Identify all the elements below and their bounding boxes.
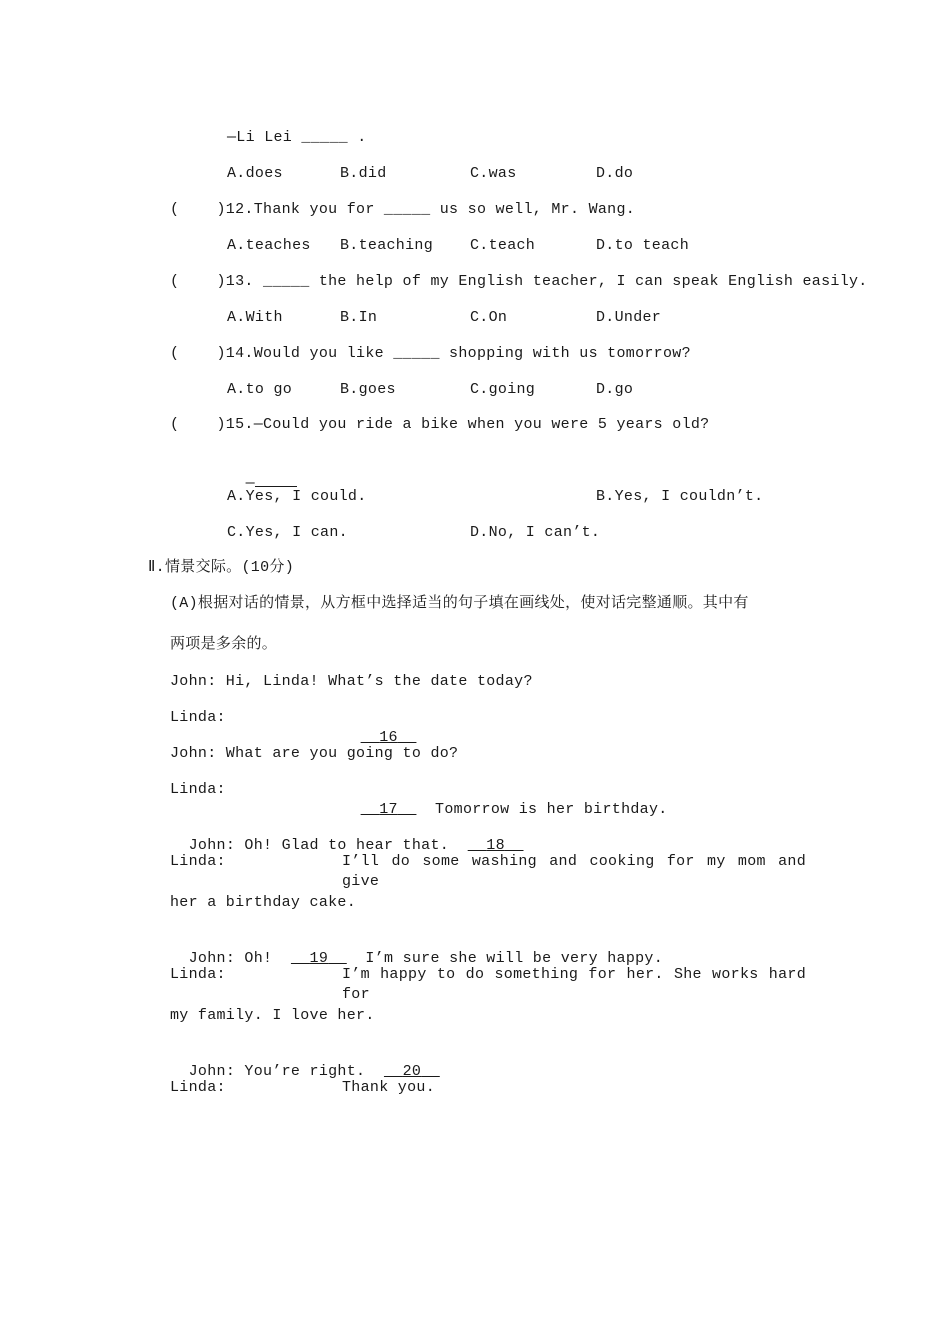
dialogue-text-5: John: Oh! Glad to hear that. <box>188 837 450 854</box>
dialogue-text-6: I’ll do some washing and cooking for my mom and give <box>342 853 806 890</box>
q14-option-c: C.going <box>470 381 536 398</box>
dialogue-line-1: John: Hi, Linda! What’s the date today? <box>170 673 533 690</box>
dialogue-text-6-cont: her a birthday cake. <box>170 894 357 911</box>
blank-16-number: 16 <box>379 729 398 746</box>
blank-17-number: 17 <box>379 801 398 818</box>
blank-19-number: 19 <box>309 950 329 967</box>
q13-stem: ( )13. _____ the help of my English teacher, I can speak English easily. <box>170 273 868 290</box>
dialogue-line-9 <box>170 1042 440 1082</box>
dialogue-text-10: Thank you. <box>342 1079 436 1096</box>
q14-option-d: D.go <box>596 381 634 398</box>
q11-answer-line: —Li Lei _____ . <box>227 129 367 146</box>
q14-stem: ( )14.Would you like _____ shopping with us tomorrow? <box>170 345 691 362</box>
q13-option-b: B.In <box>340 309 378 326</box>
q15-option-d: D.No, I can’t. <box>470 524 601 541</box>
dialogue-line-5 <box>170 816 524 856</box>
dialogue-speaker-6: Linda: <box>170 853 226 870</box>
q11-option-b: B.did <box>340 165 387 182</box>
dialogue-text-8-cont: my family. I love her. <box>170 1007 375 1024</box>
q13-option-a: A.With <box>227 309 283 326</box>
q12-option-b: B.teaching <box>340 237 434 254</box>
q15-answer-dash: — <box>245 475 255 492</box>
q12-option-d: D.to teach <box>596 237 690 254</box>
q11-option-d: D.do <box>596 165 634 182</box>
q15-answer-blank <box>255 472 297 487</box>
dialogue-text-7-after: I’m sure she will be very happy. <box>365 950 664 967</box>
q13-option-c: C.On <box>470 309 508 326</box>
q15-option-a: A.Yes, I could. <box>227 488 367 505</box>
blank-18-number: 18 <box>486 837 505 854</box>
dialogue-speaker-8: Linda: <box>170 966 226 983</box>
blank-20-number: 20 <box>402 1063 422 1080</box>
dialogue-speaker-10: Linda: <box>170 1079 226 1096</box>
q12-option-c: C.teach <box>470 237 536 254</box>
dialogue-text-4: Tomorrow is her birthday. <box>435 801 668 818</box>
q11-option-a: A.does <box>227 165 283 182</box>
q15-option-c: C.Yes, I can. <box>227 524 348 541</box>
q14-option-b: B.goes <box>340 381 396 398</box>
section-title: Ⅱ.情景交际。(10分) <box>148 559 294 576</box>
dialogue-text-9: John: You’re right. <box>188 1063 366 1080</box>
dialogue-line-3: John: What are you going to do? <box>170 745 459 762</box>
dialogue-blank-16 <box>342 708 416 748</box>
section-instruction-line2: 两项是多余的。 <box>170 636 278 653</box>
dialogue-text-7: John: Oh! <box>188 950 273 967</box>
dialogue-blank-17-line <box>342 780 668 820</box>
q15-option-b: B.Yes, I couldn’t. <box>596 488 764 505</box>
q14-option-a: A.to go <box>227 381 293 398</box>
q12-stem: ( )12.Thank you for _____ us so well, Mr. Wang. <box>170 201 636 218</box>
section-instruction-line1: (A)根据对话的情景，从方框中选择适当的句子填在画线处，使对话完整通顺。其中有 <box>170 595 749 612</box>
dialogue-text-8: I’m happy to do something for her. She works hard for <box>342 966 806 1003</box>
q15-stem: ( )15.—Could you ride a bike when you were 5 years old? <box>170 416 710 433</box>
dialogue-line-7 <box>170 929 663 969</box>
dialogue-speaker-2: Linda: <box>170 709 226 726</box>
q11-option-c: C.was <box>470 165 517 182</box>
q13-option-d: D.Under <box>596 309 662 326</box>
q12-option-a: A.teaches <box>227 237 311 254</box>
dialogue-speaker-4: Linda: <box>170 781 226 798</box>
